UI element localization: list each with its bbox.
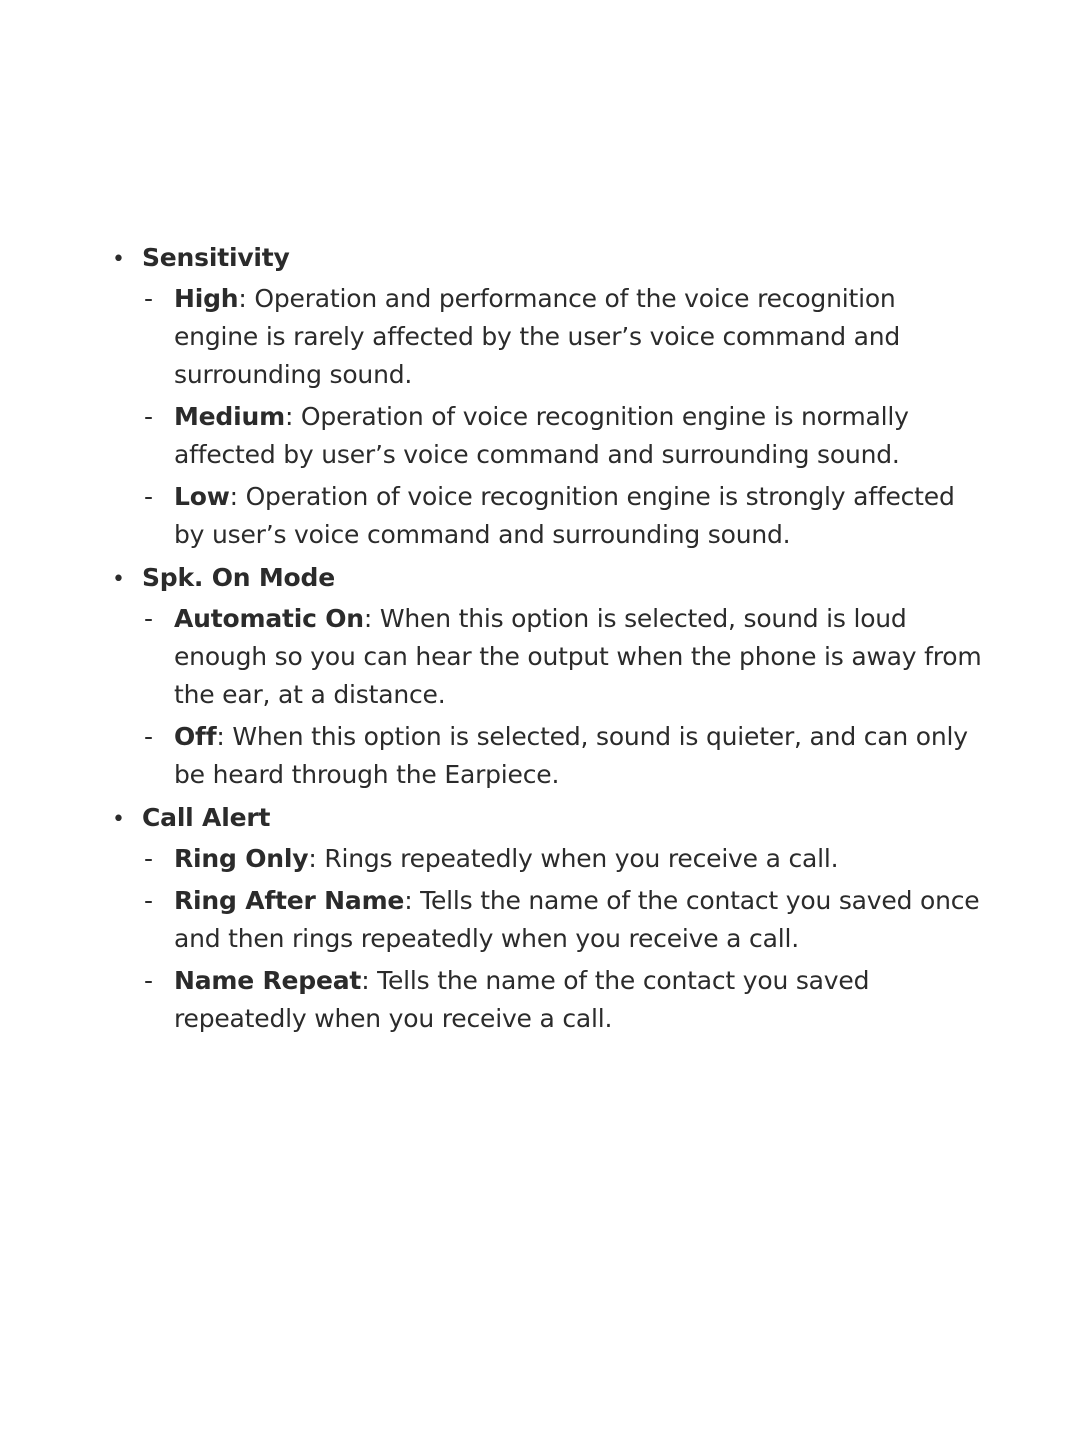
option-text — [174, 398, 982, 474]
bullet-icon: • — [112, 247, 125, 272]
option-term: Ring Only — [174, 844, 309, 873]
option-text — [174, 718, 982, 794]
list-item — [144, 718, 982, 794]
list-item — [144, 600, 982, 714]
option-description: : Operation and performance of the voice recognition engine is rarely affected by the user’s voice command and surrounding sound. — [174, 284, 901, 389]
option-text — [174, 280, 982, 394]
option-term: Medium — [174, 402, 285, 431]
list-item — [144, 398, 982, 474]
option-term: Low — [174, 482, 230, 511]
dash-icon: - — [144, 966, 154, 995]
section-title: Call Alert — [142, 803, 271, 832]
dash-icon: - — [144, 722, 154, 751]
section-header — [112, 798, 982, 838]
option-description: : Operation of voice recognition engine is strongly affected by user’s voice command and surrounding sound. — [174, 482, 955, 549]
option-description: : When this option is selected, sound is loud enough so you can hear the output when the phone is away from the ear, at a distance. — [174, 604, 982, 709]
section-header — [112, 238, 982, 278]
dash-icon: - — [144, 284, 154, 313]
dash-icon: - — [144, 482, 154, 511]
option-description: : Rings repeatedly when you receive a call. — [308, 844, 839, 873]
option-text — [174, 478, 982, 554]
dash-icon: - — [144, 844, 154, 873]
option-text — [174, 962, 982, 1038]
bullet-icon: • — [112, 807, 125, 832]
option-term: Automatic On — [174, 604, 364, 633]
section-title: Sensitivity — [142, 243, 290, 272]
option-description: : Operation of voice recognition engine is normally affected by user’s voice command and surrounding sound. — [174, 402, 909, 469]
bullet-icon: • — [112, 567, 125, 592]
list-item — [144, 280, 982, 394]
settings-description-list — [112, 238, 982, 1042]
option-text — [174, 840, 982, 878]
dash-icon: - — [144, 886, 154, 915]
dash-icon: - — [144, 402, 154, 431]
option-list — [112, 600, 982, 794]
option-list — [112, 840, 982, 1038]
list-item — [144, 840, 982, 878]
option-description: : When this option is selected, sound is quieter, and can only be heard through the Earpiece. — [174, 722, 968, 789]
option-text — [174, 882, 982, 958]
option-term: Ring After Name — [174, 886, 405, 915]
option-term: High — [174, 284, 239, 313]
list-item — [144, 478, 982, 554]
dash-icon: - — [144, 604, 154, 633]
list-item — [144, 882, 982, 958]
section-call-alert — [112, 798, 982, 1038]
section-spk-on-mode — [112, 558, 982, 794]
option-list — [112, 280, 982, 554]
section-sensitivity — [112, 238, 982, 554]
option-term: Name Repeat — [174, 966, 362, 995]
option-description: : Tells the name of the contact you saved once and then rings repeatedly when you receive a call. — [174, 886, 980, 953]
list-item — [144, 962, 982, 1038]
section-header — [112, 558, 982, 598]
option-term: Off — [174, 722, 217, 751]
option-description: : Tells the name of the contact you saved repeatedly when you receive a call. — [174, 966, 870, 1033]
section-title: Spk. On Mode — [142, 563, 335, 592]
option-text — [174, 600, 982, 714]
